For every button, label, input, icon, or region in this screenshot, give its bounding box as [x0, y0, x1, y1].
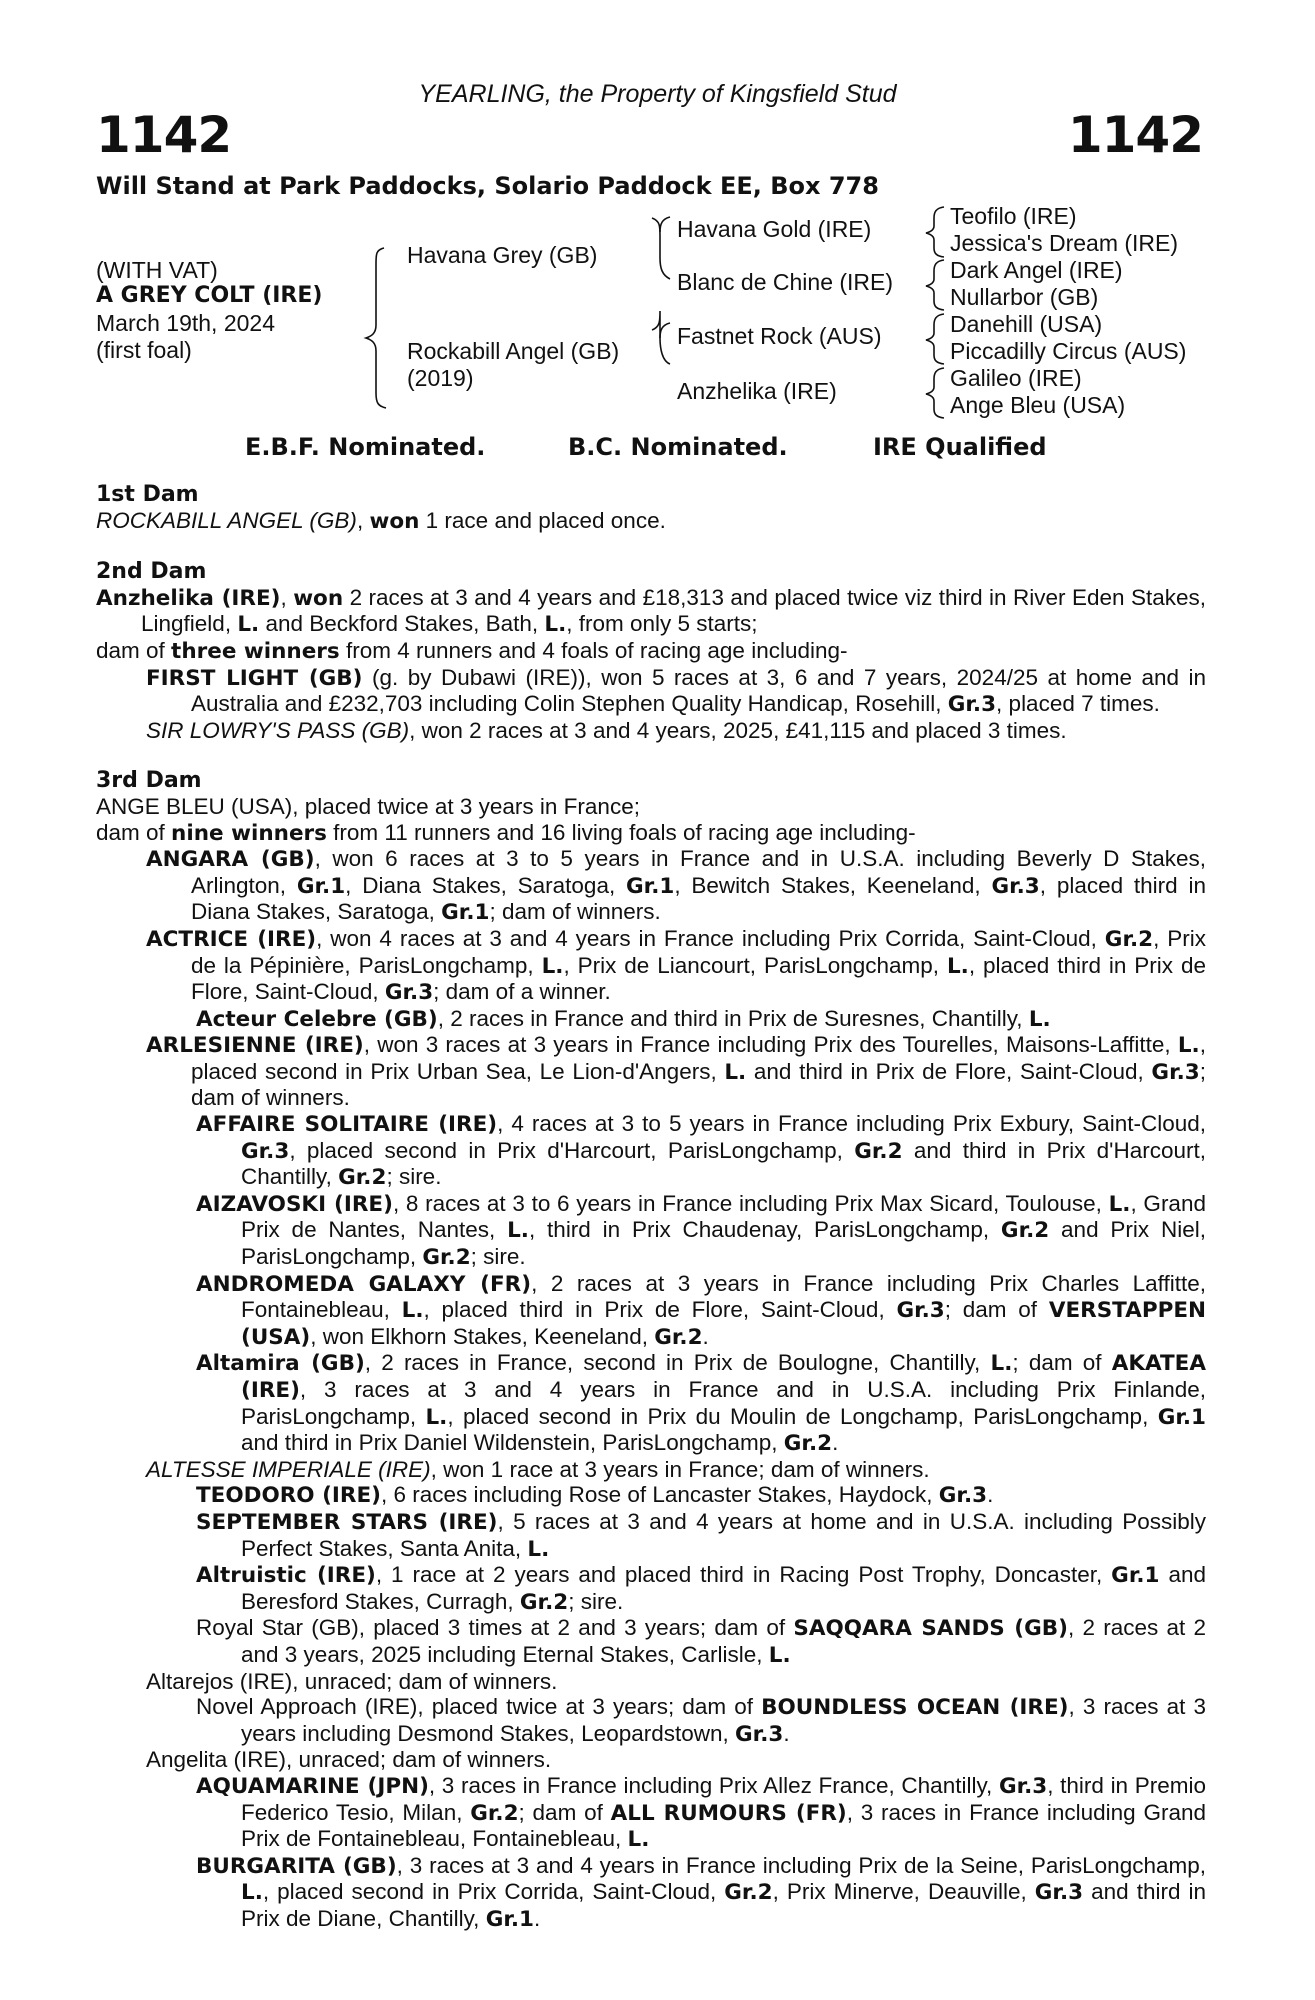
- dam-dam: Anzhelika (IRE): [677, 378, 837, 404]
- entry-text: ; dam of winners.: [191, 1058, 1206, 1111]
- produce-altruistic: [96, 1562, 1206, 1615]
- grandparent-6: Piccadilly Circus (AUS): [950, 338, 1187, 364]
- group-mark: Gr.1: [296, 873, 346, 899]
- listed-mark: L.: [946, 953, 969, 979]
- entry-text: , Prix de Liancourt, ParisLongchamp,: [563, 952, 947, 978]
- listed-mark: L.: [425, 1404, 448, 1430]
- entry-text: , 2 races in France, second in Prix de Boulogne, Chantilly,: [364, 1350, 991, 1376]
- horse-name: VERSTAPPEN (USA): [241, 1298, 1207, 1350]
- winners-count: three winners: [171, 638, 340, 664]
- bc-nomination: B.C. Nominated.: [568, 433, 788, 461]
- entry-text: and Beresford Stakes, Curragh,: [241, 1562, 1206, 1614]
- ebf-nomination: E.B.F. Nominated.: [245, 433, 486, 461]
- horse-name: AIZAVOSKI (IRE): [196, 1191, 393, 1217]
- entry-text: and third in Prix d'Harcourt, Chantilly,: [241, 1137, 1206, 1190]
- horse-name: TEODORO (IRE): [196, 1483, 381, 1509]
- listed-mark: L.: [241, 1880, 263, 1906]
- pedigree-braces: [0, 0, 1315, 440]
- group-mark: Gr.2: [422, 1245, 471, 1271]
- group-mark: Gr.2: [854, 1138, 903, 1164]
- produce-altesse-imperiale: [96, 1457, 1206, 1483]
- entry-text: , won 6 races at 3 to 5 years in France and in U.S.A. including Beverly D Stakes, Arlington,: [191, 846, 1206, 898]
- group-mark: Gr.3: [947, 692, 997, 718]
- listed-mark: L.: [544, 612, 567, 638]
- first-dam-name: ROCKABILL ANGEL (GB): [96, 507, 357, 533]
- entry-text: ; dam of: [518, 1799, 611, 1825]
- entry-text: , 3 races at 3 and 4 years in France and in U.S.A. including Prix Finlande, ParisLongchamp,: [241, 1377, 1206, 1429]
- horse-name: BOUNDLESS OCEAN (IRE): [761, 1695, 1069, 1721]
- produce-teodoro: [96, 1482, 1206, 1509]
- group-mark: Gr.1: [1111, 1563, 1160, 1589]
- group-mark: Gr.2: [724, 1880, 773, 1906]
- entry-text: ; sire.: [568, 1588, 624, 1614]
- horse-name: SIR LOWRY'S PASS (GB): [146, 717, 410, 743]
- produce-acteur-celebre: [96, 1006, 1206, 1033]
- third-dam-intro: ANGE BLEU (USA), placed twice at 3 years in France;: [96, 793, 640, 819]
- entry-text: ; dam of a winner.: [433, 979, 611, 1005]
- entry-text: dam of: [96, 637, 172, 663]
- horse-name: Acteur Celebre (GB): [196, 1006, 438, 1032]
- entry-text: .: [783, 1720, 790, 1746]
- entry-text: from 11 runners and 16 living foals of racing age including-: [326, 819, 916, 845]
- entry-text: , 3 races at 3 and 4 years in France including Prix de la Seine, ParisLongchamp,: [396, 1852, 1206, 1878]
- group-mark: Gr.3: [938, 1483, 988, 1509]
- sire: Havana Grey (GB): [407, 242, 598, 268]
- group-mark: Gr.2: [519, 1589, 569, 1615]
- entry-text: , 4 races at 3 to 5 years in France including Prix Exbury, Saint-Cloud,: [497, 1111, 1206, 1137]
- entry-text: , third in Premio Federico Tesio, Milan,: [241, 1772, 1206, 1825]
- page-subtitle: YEARLING, the Property of Kingsfield Stud: [418, 80, 897, 108]
- entry-text: , Prix de la Pépinière, ParisLongchamp,: [191, 925, 1206, 978]
- listed-mark: L.: [527, 1536, 550, 1562]
- entry-text: .: [534, 1905, 541, 1931]
- second-dam-produce-summary: [96, 638, 1206, 665]
- horse-name: FIRST LIGHT (GB): [146, 665, 363, 691]
- second-dam-won: won: [293, 585, 344, 611]
- listed-mark: L.: [1177, 1033, 1200, 1059]
- entry-text: , placed 7 times.: [996, 691, 1160, 717]
- brace-dam-line: [652, 311, 670, 364]
- entry-text: , Grand Prix de Nantes, Nantes,: [241, 1190, 1206, 1243]
- entry-text: and Beckford Stakes, Bath,: [259, 611, 545, 637]
- horse-name: BURGARITA (GB): [196, 1853, 397, 1879]
- entry-text: , 5 races at 3 and 4 years at home and in U.S.A. including Possibly Perfect Stakes, Santa Anita,: [241, 1508, 1206, 1561]
- first-dam-title: 1st Dam: [96, 482, 199, 507]
- listed-mark: L.: [401, 1298, 424, 1324]
- listed-mark: L.: [724, 1059, 747, 1085]
- group-mark: Gr.2: [654, 1324, 703, 1350]
- group-mark: Gr.2: [1000, 1218, 1050, 1244]
- listed-mark: L.: [237, 612, 260, 638]
- entry-text: , 2 races at 2 and 3 years, 2025 including Eternal Stakes, Carlisle,: [241, 1615, 1206, 1667]
- entry-text: , placed second in Prix Urban Sea, Le Lion-d'Angers,: [191, 1032, 1206, 1084]
- entry-text: and third in Prix de Diane, Chantilly,: [241, 1879, 1206, 1931]
- group-mark: Gr.2: [1104, 926, 1154, 952]
- entry-text: , 2 races in France and third in Prix de Suresnes, Chantilly,: [437, 1005, 1029, 1031]
- produce-aizavoski: [96, 1191, 1206, 1271]
- group-mark: Gr.3: [998, 1773, 1048, 1799]
- entry-text: 2 races at 3 and 4 years and £18,313 and placed twice viz third in River Eden Stakes, Lingfield,: [141, 584, 1206, 637]
- entry-text: , placed third in Diana Stakes, Saratoga,: [191, 872, 1206, 925]
- second-dam-title: 2nd Dam: [96, 559, 207, 585]
- group-mark: Gr.3: [896, 1298, 945, 1324]
- horse-name: Altruistic (IRE): [196, 1563, 376, 1589]
- horse-name: SEPTEMBER STARS (IRE): [196, 1509, 498, 1535]
- listed-mark: L.: [1108, 1191, 1131, 1217]
- produce-angara: [96, 846, 1206, 926]
- first-dam-entry: ROCKABILL ANGEL (GB), won 1 race and placed once.: [96, 507, 666, 534]
- listed-mark: L.: [990, 1351, 1013, 1377]
- entry-text: (g. by Dubawi (IRE)), won 5 races at 3, 6 and 7 years, 2024/25 at home and in Australia and £232,703 including Colin Stephen Quality Handicap, Rosehill,: [191, 664, 1206, 717]
- entry-text: Novel Approach (IRE), placed twice at 3 years; dam of: [196, 1694, 762, 1720]
- horse-name: ALL RUMOURS (FR): [610, 1800, 847, 1826]
- entry-text: Royal Star (GB), placed 3 times at 2 and 3 years; dam of: [196, 1615, 794, 1641]
- entry-text: .: [832, 1430, 839, 1456]
- brace-g34: [926, 260, 944, 310]
- dam-year: (2019): [407, 365, 474, 391]
- group-mark: Gr.3: [384, 980, 434, 1006]
- grandparent-3: Dark Angel (IRE): [950, 257, 1123, 283]
- second-dam-entry: Anzhelika (IRE), won 2 races at 3 and 4 years and £18,313 and placed twice viz third in River Eden Stakes, Lingfield, L. and Beckford Stakes, Bath, L., from only 5 starts;: [96, 584, 1206, 638]
- listed-mark: L.: [507, 1218, 529, 1244]
- lot-name: A GREY COLT (IRE): [96, 283, 323, 308]
- entry-text: , 1 race at 2 years and placed third in Racing Post Trophy, Doncaster,: [375, 1562, 1112, 1588]
- horse-name: Altamira (GB): [196, 1351, 365, 1377]
- entry-text: , third in Prix Chaudenay, ParisLongchamp,: [528, 1217, 1001, 1243]
- produce-novel-approach: [96, 1694, 1206, 1747]
- produce-angelita: Angelita (IRE), unraced; dam of winners.: [146, 1747, 552, 1773]
- entry-text: from 4 runners and 4 foals of racing age including-: [339, 637, 848, 663]
- group-mark: Gr.3: [735, 1721, 784, 1747]
- entry-text: , placed third in Prix de Flore, Saint-Cloud,: [191, 952, 1206, 1005]
- foaling-date: March 19th, 2024: [96, 310, 276, 336]
- listed-mark: L.: [1028, 1006, 1051, 1032]
- horse-name: ARLESIENNE (IRE): [146, 1033, 364, 1059]
- lot-number-left: 1142: [96, 106, 232, 164]
- third-dam-produce-summary: [96, 820, 1206, 847]
- entry-text: , placed second in Prix d'Harcourt, ParisLongchamp,: [289, 1137, 855, 1163]
- entry-text: ; dam of: [1012, 1350, 1112, 1376]
- second-dam-name: Anzhelika (IRE): [96, 585, 281, 611]
- stand-location: Will Stand at Park Paddocks, Solario Paddock EE, Box 778: [96, 172, 879, 200]
- entry-text: , 3 races at 3 years including Desmond Stakes, Leopardstown,: [241, 1694, 1206, 1746]
- horse-name: AFFAIRE SOLITAIRE (IRE): [196, 1112, 498, 1138]
- produce-sir-lowrys-pass: [96, 718, 1206, 744]
- grandparent-4: Nullarbor (GB): [950, 284, 1099, 310]
- dam-sire: Fastnet Rock (AUS): [677, 323, 882, 349]
- horse-name: ANGARA (GB): [146, 847, 315, 873]
- listed-mark: L.: [541, 953, 564, 979]
- horse-name: ACTRICE (IRE): [146, 926, 317, 952]
- brace-g12: [926, 207, 944, 257]
- entry-text: dam of: [96, 819, 172, 845]
- group-mark: Gr.2: [470, 1800, 519, 1826]
- entry-text: .: [987, 1482, 994, 1508]
- entry-text: , won Elkhorn Stakes, Keeneland,: [310, 1323, 655, 1349]
- entry-text: ; sire.: [386, 1164, 442, 1190]
- brace-dam-sire: [660, 323, 670, 338]
- foal-note: (first foal): [96, 337, 192, 363]
- entry-text: , 8 races at 3 to 6 years in France including Prix Max Sicard, Toulouse,: [392, 1190, 1109, 1216]
- first-dam-won: won: [369, 508, 420, 534]
- group-mark: Gr.3: [241, 1138, 290, 1164]
- entry-text: , won 2 races at 3 and 4 years, 2025, £41,115 and placed 3 times.: [409, 717, 1067, 743]
- produce-burgarita: [96, 1853, 1206, 1933]
- listed-mark: L.: [768, 1642, 791, 1668]
- produce-andromeda-galaxy: [96, 1271, 1206, 1351]
- group-mark: Gr.2: [783, 1431, 833, 1457]
- group-mark: Gr.3: [1151, 1059, 1200, 1085]
- group-mark: Gr.1: [626, 873, 675, 899]
- produce-altamira: [96, 1350, 1206, 1456]
- entry-text: , won 3 races at 3 years in France including Prix des Tourelles, Maisons-Laffitte,: [363, 1032, 1178, 1058]
- grandparent-1: Teofilo (IRE): [950, 203, 1077, 229]
- produce-arlesienne: [96, 1032, 1206, 1111]
- sire-sire: Havana Gold (IRE): [677, 216, 872, 242]
- listed-mark: L.: [627, 1827, 650, 1853]
- entry-text: and third in Prix de Flore, Saint-Cloud,: [746, 1058, 1152, 1084]
- produce-actrice: [96, 926, 1206, 1006]
- produce-september-stars: [96, 1509, 1206, 1562]
- produce-aquamarine: [96, 1773, 1206, 1853]
- produce-royal-star: [96, 1615, 1206, 1668]
- produce-first-light: [96, 665, 1206, 718]
- entry-text: , won 1 race at 3 years in France; dam of winners.: [430, 1456, 930, 1482]
- ire-qualified: IRE Qualified: [873, 433, 1047, 461]
- entry-text: , Prix Minerve, Deauville,: [772, 1879, 1035, 1905]
- grandparent-7: Galileo (IRE): [950, 365, 1082, 391]
- brace-g78: [926, 368, 944, 418]
- dam-records: [96, 482, 1206, 1932]
- third-dam-title: 3rd Dam: [96, 768, 202, 794]
- horse-name: ANDROMEDA GALAXY (FR): [196, 1271, 532, 1297]
- entry-text: and third in Prix Daniel Wildenstein, ParisLongchamp,: [241, 1430, 784, 1456]
- vat-note: (WITH VAT): [96, 257, 218, 283]
- grandparent-2: Jessica's Dream (IRE): [950, 230, 1179, 256]
- entry-text: , 3 races in France including Grand Prix de Fontainebleau, Fontainebleau,: [241, 1799, 1206, 1852]
- entry-text: and Prix Niel, ParisLongchamp,: [241, 1217, 1206, 1270]
- entry-text: , Bewitch Stakes, Keeneland,: [674, 872, 992, 898]
- horse-name: SAQQARA SANDS (GB): [793, 1616, 1068, 1642]
- entry-text: , from only 5 starts;: [566, 611, 758, 637]
- produce-altarejos: Altarejos (IRE), unraced; dam of winners.: [146, 1668, 558, 1694]
- group-mark: Gr.3: [991, 873, 1040, 899]
- group-mark: Gr.1: [441, 900, 490, 926]
- horse-name: ALTESSE IMPERIALE (IRE): [146, 1456, 431, 1482]
- entry-text: ; sire.: [470, 1244, 526, 1270]
- horse-name: AQUAMARINE (JPN): [196, 1773, 429, 1799]
- group-mark: Gr.1: [1157, 1404, 1207, 1430]
- grandparent-5: Danehill (USA): [950, 311, 1103, 337]
- group-mark: Gr.3: [1034, 1880, 1084, 1906]
- entry-text: , 3 races in France including Prix Allez France, Chantilly,: [428, 1772, 999, 1798]
- sire-dam: Blanc de Chine (IRE): [677, 269, 894, 295]
- entry-text: .: [702, 1323, 709, 1349]
- dam: Rockabill Angel (GB): [407, 338, 620, 364]
- brace-g56: [926, 314, 944, 364]
- entry-text: , placed third in Prix de Flore, Saint-Cloud,: [423, 1297, 897, 1323]
- entry-text: , 2 races at 3 years in France including Prix Charles Laffitte, Fontainebleau,: [241, 1270, 1206, 1323]
- grandparent-8: Ange Bleu (USA): [950, 392, 1126, 418]
- entry-text: , 6 races including Rose of Lancaster Stakes, Haydock,: [380, 1482, 939, 1508]
- entry-text: , Diana Stakes, Saratoga,: [345, 872, 627, 898]
- horse-name: AKATEA (IRE): [241, 1351, 1206, 1403]
- first-dam-text: 1 race and placed once.: [419, 507, 666, 533]
- entry-text: ; dam of: [944, 1297, 1049, 1323]
- entry-text: , placed second in Prix du Moulin de Longchamp, ParisLongchamp,: [447, 1403, 1158, 1429]
- lot-number-right: 1142: [1067, 106, 1203, 164]
- group-mark: Gr.2: [338, 1165, 387, 1191]
- brace-main: [366, 248, 386, 408]
- entry-text: , won 4 races at 3 and 4 years in France including Prix Corrida, Saint-Cloud,: [316, 925, 1105, 951]
- group-mark: Gr.1: [485, 1906, 534, 1932]
- entry-text: ; dam of winners.: [489, 899, 661, 925]
- produce-affaire-solitaire: [96, 1111, 1206, 1191]
- brace-sire-sire: [660, 217, 670, 232]
- entry-text: , placed second in Prix Corrida, Saint-Cloud,: [262, 1879, 725, 1905]
- winners-count: nine winners: [171, 820, 327, 846]
